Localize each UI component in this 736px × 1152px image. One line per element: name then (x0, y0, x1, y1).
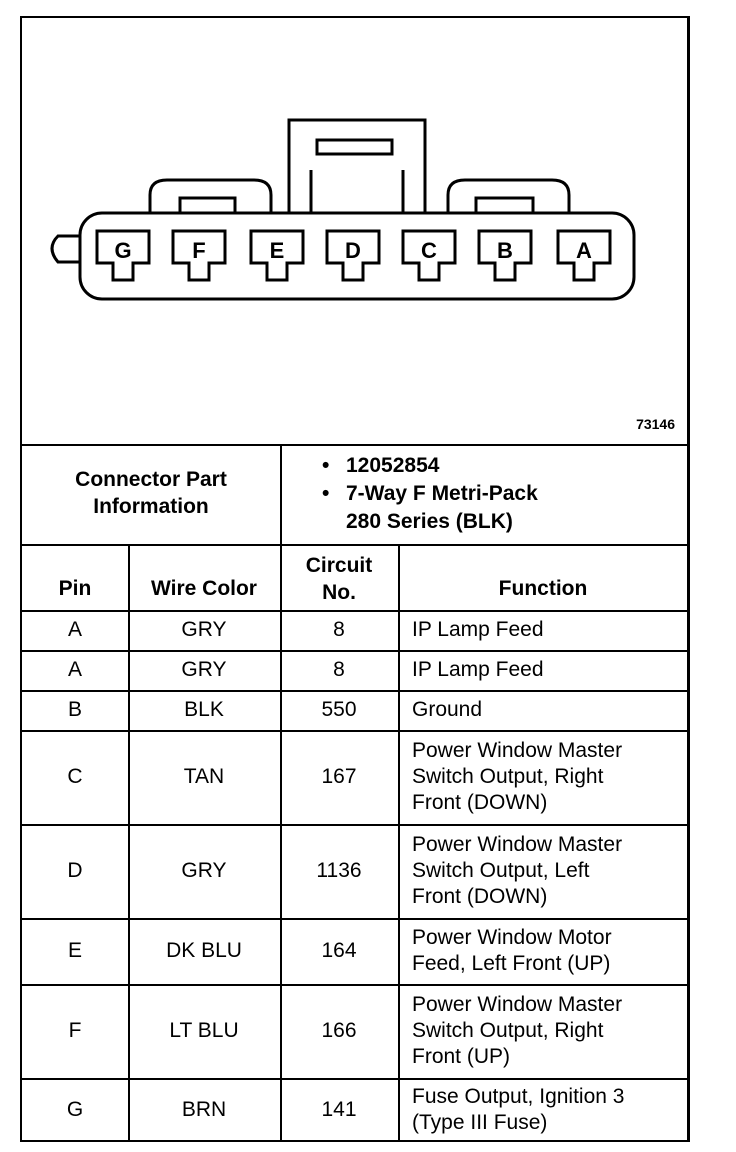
cell-pin: E (67, 939, 82, 962)
cell-pin: A (67, 618, 82, 641)
cell-pin: C (67, 765, 83, 788)
pin-label-d: D (345, 238, 361, 263)
cell-color: GRY (181, 859, 227, 882)
cell-function-line: IP Lamp Feed (412, 618, 544, 641)
row-rule (22, 610, 687, 612)
row-rule (22, 730, 687, 732)
header-circuit-no (280, 552, 398, 606)
cell-pin: D (67, 859, 83, 882)
cell-circuit: 164 (321, 939, 357, 962)
pin-label-a: A (576, 238, 592, 263)
cell-circuit: 167 (321, 765, 357, 788)
row-rule (22, 824, 687, 826)
pin-label-f: F (192, 238, 206, 263)
cell-color: GRY (181, 658, 227, 681)
cell-circuit: 550 (321, 698, 357, 721)
cell-function-line: Front (DOWN) (412, 791, 548, 814)
cell-color: DK BLU (166, 939, 242, 962)
header-function: Function (498, 577, 588, 600)
cell-function-line: Front (UP) (412, 1045, 511, 1068)
cell-function-line: Ground (412, 698, 483, 721)
cell-color: BRN (181, 1098, 227, 1121)
cell-pin: G (66, 1098, 84, 1121)
connector-part-info-list (322, 452, 538, 536)
connector-series: 280 Series (BLK) (346, 510, 513, 533)
connector-part-label-line1: Connector Part (75, 468, 227, 491)
cell-pin: F (68, 1019, 82, 1042)
cell-color: LT BLU (169, 1019, 239, 1042)
cell-color: BLK (184, 698, 224, 721)
pin-label-c: C (421, 238, 437, 263)
cell-circuit: 8 (333, 618, 345, 641)
column-rule (398, 544, 400, 1142)
cell-function-line: Switch Output, Right (412, 765, 604, 788)
connector-drawing (22, 18, 688, 444)
connector-sheet (20, 16, 690, 1142)
cell-function-line: Power Window Motor (412, 926, 612, 949)
row-rule (22, 984, 687, 986)
part-number-item: • 12052854 (322, 454, 440, 477)
pin-label-g: G (114, 238, 132, 263)
cell-color: TAN (183, 765, 225, 788)
cell-function-line: Feed, Left Front (UP) (412, 952, 611, 975)
cell-function-line: Front (DOWN) (412, 885, 548, 908)
cell-circuit: 8 (333, 658, 345, 681)
figure-id: 73146 (636, 416, 675, 432)
cell-circuit: 1136 (316, 859, 362, 882)
cell-function-line: Power Window Master (412, 993, 623, 1016)
header-pin: Pin (58, 577, 92, 600)
cell-function-line: Fuse Output, Ignition 3 (412, 1085, 625, 1108)
row-rule (22, 690, 687, 692)
column-rule (280, 544, 282, 1142)
connector-figure (22, 18, 687, 444)
column-rule (128, 544, 130, 1142)
info-bottom-rule (22, 544, 687, 546)
cell-color: GRY (181, 618, 227, 641)
pin-label-b: B (497, 238, 513, 263)
cell-function-line: Switch Output, Left (412, 859, 590, 882)
cell-function-line: Switch Output, Right (412, 1019, 604, 1042)
pin-cavities (97, 231, 610, 280)
header-circuit-line1: Circuit (305, 554, 373, 577)
connector-part-label-line2: Information (93, 495, 209, 518)
header-wire-color: Wire Color (151, 577, 257, 600)
cell-function-line: Power Window Master (412, 739, 623, 762)
connector-part-info-label (22, 466, 280, 520)
cell-function-line: IP Lamp Feed (412, 658, 544, 681)
info-divider (280, 444, 282, 544)
cell-pin: B (67, 698, 82, 721)
connector-type: 7-Way F Metri-Pack (346, 482, 538, 505)
row-rule (22, 918, 687, 920)
cell-circuit: 141 (321, 1098, 357, 1121)
cell-circuit: 166 (321, 1019, 357, 1042)
part-number: 12052854 (346, 454, 440, 477)
row-rule (22, 1078, 687, 1080)
cell-function-line: Power Window Master (412, 833, 623, 856)
cell-function-line: (Type III Fuse) (412, 1111, 548, 1134)
header-circuit-line2: No. (322, 581, 356, 604)
table-top-rule (22, 444, 687, 446)
connector-type-item: • 7-Way F Metri-Pack (322, 482, 538, 505)
row-rule (22, 650, 687, 652)
pin-label-e: E (269, 238, 285, 263)
cell-pin: A (67, 658, 82, 681)
